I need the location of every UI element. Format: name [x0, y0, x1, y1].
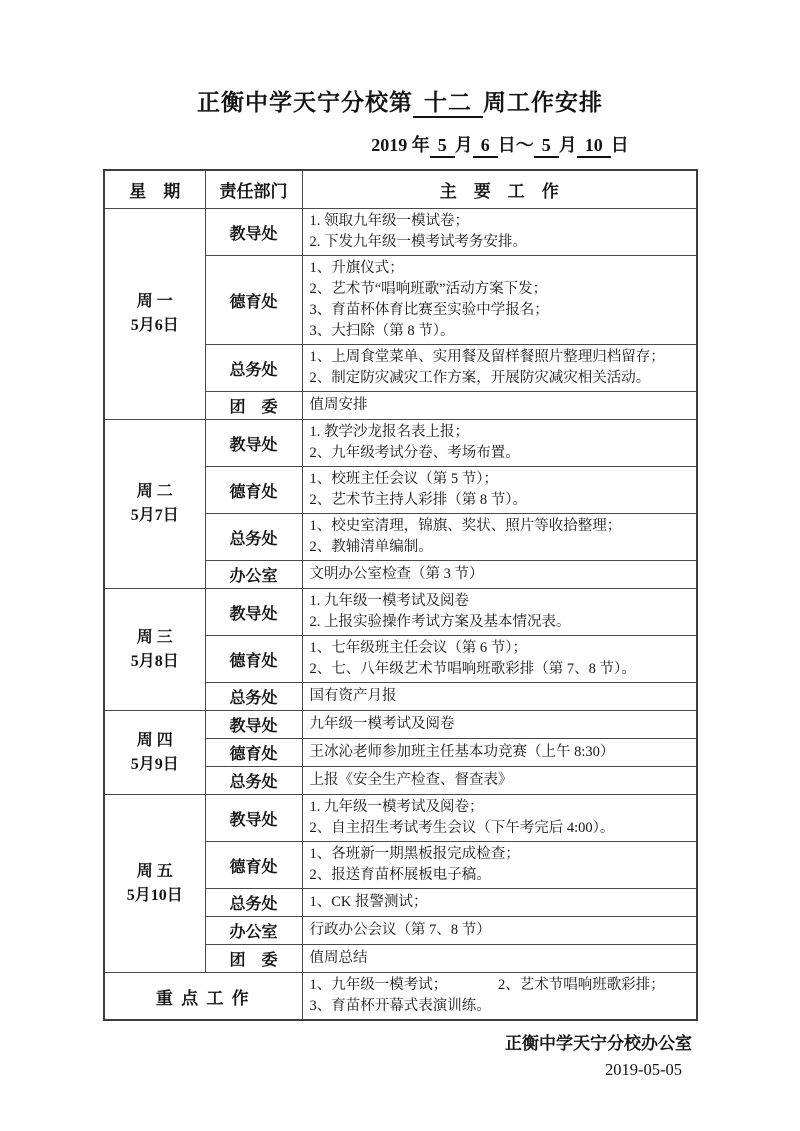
task-line: 2、制定防灾减灾工作方案，开展防灾减灾相关活动。 — [309, 370, 651, 387]
title-segment: 正衡中学天宁分校第 — [197, 90, 413, 115]
schedule-body — [104, 209, 697, 1021]
title-segment-underlined: 十二 — [413, 90, 483, 118]
tasks-cell — [302, 420, 697, 467]
tasks-cell — [302, 711, 697, 739]
task-line: 1. 教学沙龙报名表上报； — [309, 424, 469, 441]
task-line: 2、报送育苗杯展板电子稿。 — [309, 867, 491, 884]
task-line: 2. 下发九年级一模考试考务安排。 — [309, 234, 527, 251]
header-main-work: 主 要 工 作 — [302, 170, 697, 209]
date-segment: 月 — [454, 134, 473, 155]
task-line: 九年级一模考试及阅卷 — [309, 716, 455, 733]
page-title — [0, 88, 800, 118]
task-line: 1、校史室清理，锦旗、奖状、照片等收拾整理； — [309, 518, 622, 535]
date-segment: 日 — [610, 134, 629, 155]
task-line: 2、教辅清单编制。 — [309, 539, 433, 556]
tasks-cell — [302, 209, 697, 256]
task-line: 1、升旗仪式； — [309, 260, 404, 277]
weekday-label: 周 五 — [136, 862, 173, 880]
date-label: 5月8日 — [130, 652, 179, 670]
tasks-cell — [302, 589, 697, 636]
title-segment: 周工作安排 — [483, 90, 603, 115]
date-segment: 月 — [558, 134, 577, 155]
date-label: 5月7日 — [130, 507, 179, 525]
office-name: 正衡中学天宁分校办公室 — [505, 1034, 692, 1054]
task-line: 值周总结 — [309, 950, 368, 967]
tasks-cell — [302, 683, 697, 711]
department-cell: 办公室 — [205, 917, 302, 945]
department-cell: 德育处 — [205, 636, 302, 683]
task-line: 2、艺术节“唱响班歌”活动方案下发； — [309, 281, 548, 298]
table-row — [104, 420, 697, 467]
signature-block — [0, 1031, 692, 1083]
department-cell: 总务处 — [205, 345, 302, 392]
key-work-label: 重 点 工 作 — [104, 973, 302, 1021]
tasks-cell — [302, 256, 697, 345]
tasks-cell — [302, 636, 697, 683]
day-cell — [104, 589, 205, 711]
tasks-cell — [302, 842, 697, 889]
department-cell: 教导处 — [205, 420, 302, 467]
department-cell: 教导处 — [205, 589, 302, 636]
date-segment: 日～ — [497, 134, 534, 155]
task-line: 国有资产月报 — [309, 688, 397, 705]
task-line: 1. 九年级一模考试及阅卷； — [309, 799, 484, 816]
department-cell: 教导处 — [205, 795, 302, 842]
task-line: 文明办公室检查（第 3 节） — [309, 566, 484, 583]
date-label: 5月9日 — [130, 755, 179, 773]
tasks-cell — [302, 767, 697, 795]
tasks-cell — [302, 514, 697, 561]
tasks-cell — [302, 561, 697, 589]
tasks-cell — [302, 889, 697, 917]
task-line: 3、育苗杯体育比赛至实验中学报名； — [309, 302, 549, 319]
task-line: 2、九年级考试分卷、考场布置。 — [309, 445, 520, 462]
table-row — [104, 711, 697, 739]
department-cell: 教导处 — [205, 711, 302, 739]
weekday-label: 周 二 — [136, 483, 173, 501]
department-cell: 教导处 — [205, 209, 302, 256]
weekday-label: 周 一 — [136, 293, 173, 311]
task-line: 3、大扫除（第 8 节）。 — [309, 323, 455, 340]
tasks-cell — [302, 945, 697, 973]
department-cell: 德育处 — [205, 739, 302, 767]
task-line: 3、育苗杯开幕式表演训练。 — [309, 998, 491, 1015]
task-line: 2、艺术节主持人彩排（第 8 节）。 — [309, 492, 527, 509]
day-cell — [104, 795, 205, 973]
task-line: 2、七、八年级艺术节唱响班歌彩排（第 7、8 节）。 — [309, 661, 636, 678]
signature-date: 2019-05-05 — [605, 1060, 682, 1080]
tasks-cell — [302, 739, 697, 767]
task-line: 1. 领取九年级一模试卷； — [309, 213, 469, 230]
task-line: 1、各班新一期黑板报完成检查； — [309, 846, 520, 863]
task-line: 1、CK 报警测试； — [309, 894, 428, 911]
header-department: 责任部门 — [205, 170, 302, 209]
date-segment-underlined: 5 — [534, 135, 559, 158]
task-line: 行政办公会议（第 7、8 节） — [309, 922, 491, 939]
schedule-table — [103, 169, 698, 1022]
task-line: 2. 上报实验操作考试方案及基本情况表。 — [309, 614, 571, 631]
department-cell: 总务处 — [205, 683, 302, 711]
department-cell: 德育处 — [205, 256, 302, 345]
task-line: 1、七年级班主任会议（第 6 节）； — [309, 640, 527, 657]
key-work-tasks — [302, 973, 697, 1021]
tasks-cell — [302, 795, 697, 842]
day-cell — [104, 420, 205, 589]
day-cell — [104, 209, 205, 420]
table-row — [104, 209, 697, 256]
department-cell: 总务处 — [205, 889, 302, 917]
department-cell: 总务处 — [205, 514, 302, 561]
task-line: 1、九年级一模考试； 2、艺术节唱响班歌彩排； — [309, 977, 665, 994]
tasks-cell — [302, 917, 697, 945]
task-line: 2、自主招生考试考生会议（下午考完后 4:00）。 — [309, 820, 615, 837]
department-cell: 德育处 — [205, 842, 302, 889]
header-weekday: 星 期 — [104, 170, 205, 209]
tasks-cell — [302, 345, 697, 392]
day-cell — [104, 711, 205, 795]
weekday-label: 周 三 — [136, 628, 173, 646]
task-line: 1、校班主任会议（第 5 节）； — [309, 471, 498, 488]
date-label: 5月10日 — [126, 886, 183, 904]
department-cell: 办公室 — [205, 561, 302, 589]
date-segment-underlined: 10 — [577, 135, 611, 158]
date-segment: 2019 年 — [371, 134, 430, 155]
task-line: 1、上周食堂菜单、实用餐及留样餐照片整理归档留存； — [309, 349, 665, 366]
date-segment-underlined: 6 — [473, 135, 498, 158]
task-line: 王冰沁老师参加班主任基本功竞赛（上午 8:30） — [309, 744, 615, 761]
department-cell: 团 委 — [205, 392, 302, 420]
table-row — [104, 795, 697, 842]
key-work-row — [104, 973, 697, 1021]
tasks-cell — [302, 467, 697, 514]
department-cell: 总务处 — [205, 767, 302, 795]
weekday-label: 周 四 — [136, 731, 173, 749]
department-cell: 德育处 — [205, 467, 302, 514]
department-cell: 团 委 — [205, 945, 302, 973]
task-line: 值周安排 — [309, 397, 368, 414]
date-range — [200, 131, 800, 157]
date-segment-underlined: 5 — [430, 135, 455, 158]
tasks-cell — [302, 392, 697, 420]
table-row — [104, 589, 697, 636]
task-line: 1. 九年级一模考试及阅卷 — [309, 593, 469, 610]
task-line: 上报《安全生产检查、督查表》 — [309, 772, 513, 789]
date-label: 5月6日 — [130, 317, 179, 335]
header-row — [104, 170, 697, 209]
